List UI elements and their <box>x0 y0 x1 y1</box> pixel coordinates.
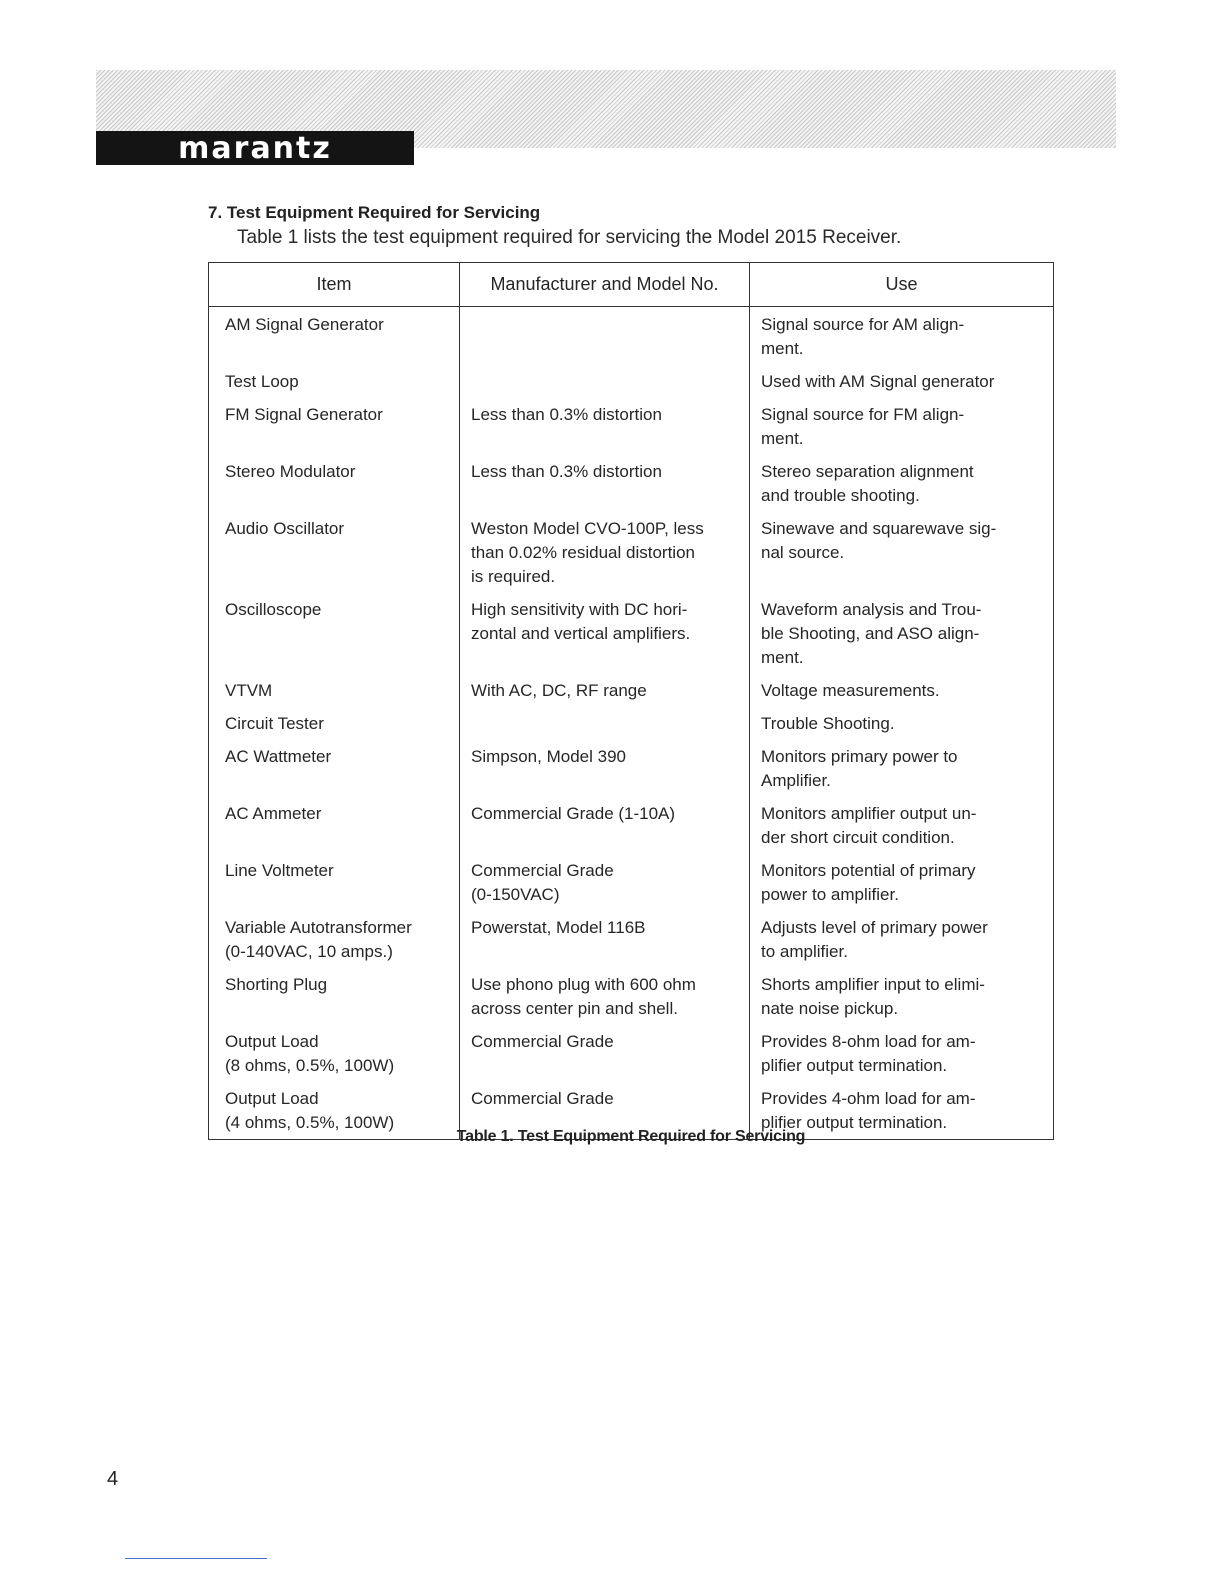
logo-text: marantz <box>178 130 332 166</box>
cell-text-line: Stereo Modulator <box>225 462 356 481</box>
cell-text-line: power to amplifier. <box>761 885 899 904</box>
cell-text-line: With AC, DC, RF range <box>471 681 647 700</box>
cell-text-line: to amplifier. <box>761 942 848 961</box>
cell-text-line: Monitors amplifier output un- <box>761 804 977 823</box>
table-row <box>209 457 1054 514</box>
cell-text-line: Trouble Shooting. <box>761 714 895 733</box>
cell-text-line: FM Signal Generator <box>225 405 383 424</box>
cell-text-line: Commercial Grade <box>471 1032 614 1051</box>
item-cell <box>209 709 460 742</box>
cell-text-line: ment. <box>761 429 804 448</box>
table-caption: Table 1. Test Equipment Required for Servicing <box>456 1128 806 1145</box>
cell-text-line: ment. <box>761 648 804 667</box>
cell-text-line: Output Load <box>225 1032 319 1051</box>
cell-text-line: (8 ohms, 0.5%, 100W) <box>225 1056 395 1075</box>
cell-text-line: Weston Model CVO-100P, less <box>471 519 704 538</box>
table-header-row <box>209 263 1054 307</box>
table-row <box>209 856 1054 913</box>
column-header-item: Item <box>209 263 460 307</box>
cell-text-line: across center pin and shell. <box>471 999 678 1018</box>
marantz-logo <box>96 131 414 165</box>
table-row <box>209 400 1054 457</box>
cell-text-line: AM Signal Generator <box>225 315 384 334</box>
use-cell <box>750 457 1054 514</box>
cell-text-line: Shorting Plug <box>225 975 328 994</box>
use-cell <box>750 1027 1054 1084</box>
cell-text-line: (4 ohms, 0.5%, 100W) <box>225 1113 395 1132</box>
item-cell <box>209 799 460 856</box>
table-row <box>209 595 1054 676</box>
cell-text-line: AC Wattmeter <box>225 747 332 766</box>
column-header-use: Use <box>750 263 1054 307</box>
item-cell <box>209 913 460 970</box>
cell-text-line: plifier output termination. <box>761 1056 948 1075</box>
item-cell <box>209 514 460 595</box>
cell-text-line: Shorts amplifier input to elimi- <box>761 975 985 994</box>
manufacturer-cell <box>460 676 750 709</box>
item-cell <box>209 676 460 709</box>
use-cell <box>750 799 1054 856</box>
section-intro: Table 1 lists the test equipment required for servicing the Model 2015 Receiver. <box>237 227 902 248</box>
use-cell <box>750 970 1054 1027</box>
cell-text-line: Simpson, Model 390 <box>471 747 626 766</box>
cell-text-line: Line Voltmeter <box>225 861 334 880</box>
cell-text-line: Powerstat, Model 116B <box>471 918 646 937</box>
cell-text-line: Oscilloscope <box>225 600 322 619</box>
table-row <box>209 709 1054 742</box>
cell-text-line: zontal and vertical amplifiers. <box>471 624 691 643</box>
use-cell <box>750 676 1054 709</box>
cell-text-line: plifier output termination. <box>761 1113 948 1132</box>
cell-text-line: Monitors potential of primary <box>761 861 976 880</box>
footer-rule <box>125 1558 267 1559</box>
manufacturer-cell <box>460 709 750 742</box>
item-cell <box>209 307 460 368</box>
cell-text-line: nate noise pickup. <box>761 999 899 1018</box>
manufacturer-cell <box>460 514 750 595</box>
cell-text-line: is required. <box>471 567 556 586</box>
use-cell <box>750 514 1054 595</box>
cell-text-line: and trouble shooting. <box>761 486 920 505</box>
cell-text-line: Commercial Grade <box>471 1089 614 1108</box>
item-cell <box>209 970 460 1027</box>
column-header-manufacturer: Manufacturer and Model No. <box>460 263 750 307</box>
cell-text-line: Use phono plug with 600 ohm <box>471 975 696 994</box>
cell-text-line: Waveform analysis and Trou- <box>761 600 982 619</box>
manufacturer-cell <box>460 856 750 913</box>
use-cell <box>750 595 1054 676</box>
cell-text-line: Less than 0.3% distortion <box>471 405 662 424</box>
manufacturer-cell <box>460 1027 750 1084</box>
item-cell <box>209 742 460 799</box>
cell-text-line: Variable Autotransformer <box>225 918 412 937</box>
table-row <box>209 1027 1054 1084</box>
item-cell <box>209 595 460 676</box>
item-cell <box>209 1027 460 1084</box>
cell-text-line: Signal source for AM align- <box>761 315 965 334</box>
cell-text-line: Signal source for FM align- <box>761 405 965 424</box>
cell-text-line: Used with AM Signal generator <box>761 372 995 391</box>
cell-text-line: High sensitivity with DC hori- <box>471 600 688 619</box>
cell-text-line: Provides 8-ohm load for am- <box>761 1032 976 1051</box>
table-row <box>209 799 1054 856</box>
manufacturer-cell <box>460 595 750 676</box>
manufacturer-cell <box>460 742 750 799</box>
manufacturer-cell <box>460 307 750 368</box>
table-row <box>209 676 1054 709</box>
use-cell <box>750 367 1054 400</box>
table-row <box>209 742 1054 799</box>
page-number: 4 <box>107 1468 119 1490</box>
manufacturer-cell <box>460 367 750 400</box>
cell-text-line: Provides 4-ohm load for am- <box>761 1089 976 1108</box>
cell-text-line: Amplifier. <box>761 771 831 790</box>
manufacturer-cell <box>460 913 750 970</box>
use-cell <box>750 913 1054 970</box>
manufacturer-cell <box>460 457 750 514</box>
manufacturer-cell <box>460 799 750 856</box>
use-cell <box>750 856 1054 913</box>
cell-text-line: Monitors primary power to <box>761 747 958 766</box>
use-cell <box>750 400 1054 457</box>
table-row <box>209 514 1054 595</box>
item-cell <box>209 457 460 514</box>
cell-text-line: der short circuit condition. <box>761 828 955 847</box>
cell-text-line: Audio Oscillator <box>225 519 345 538</box>
test-equipment-table <box>208 262 1054 1140</box>
cell-text-line: (0-150VAC) <box>471 885 560 904</box>
use-cell <box>750 709 1054 742</box>
use-cell <box>750 742 1054 799</box>
section-heading: 7. Test Equipment Required for Servicing <box>208 203 541 222</box>
cell-text-line: ble Shooting, and ASO align- <box>761 624 980 643</box>
table-row <box>209 307 1054 368</box>
cell-text-line: Commercial Grade (1-10A) <box>471 804 676 823</box>
cell-text-line: Less than 0.3% distortion <box>471 462 662 481</box>
cell-text-line: Sinewave and squarewave sig- <box>761 519 997 538</box>
cell-text-line: Test Loop <box>225 372 299 391</box>
cell-text-line: Voltage measurements. <box>761 681 940 700</box>
table-row <box>209 913 1054 970</box>
table-row <box>209 970 1054 1027</box>
cell-text-line: AC Ammeter <box>225 804 322 823</box>
cell-text-line: nal source. <box>761 543 845 562</box>
table-row <box>209 367 1054 400</box>
manufacturer-cell <box>460 970 750 1027</box>
cell-text-line: than 0.02% residual distortion <box>471 543 695 562</box>
cell-text-line: Circuit Tester <box>225 714 324 733</box>
use-cell <box>750 307 1054 368</box>
cell-text-line: Adjusts level of primary power <box>761 918 988 937</box>
cell-text-line: Stereo separation alignment <box>761 462 974 481</box>
item-cell <box>209 856 460 913</box>
cell-text-line: (0-140VAC, 10 amps.) <box>225 942 393 961</box>
cell-text-line: ment. <box>761 339 804 358</box>
item-cell <box>209 367 460 400</box>
item-cell <box>209 400 460 457</box>
cell-text-line: Output Load <box>225 1089 319 1108</box>
manufacturer-cell <box>460 400 750 457</box>
cell-text-line: Commercial Grade <box>471 861 614 880</box>
cell-text-line: VTVM <box>225 681 273 700</box>
